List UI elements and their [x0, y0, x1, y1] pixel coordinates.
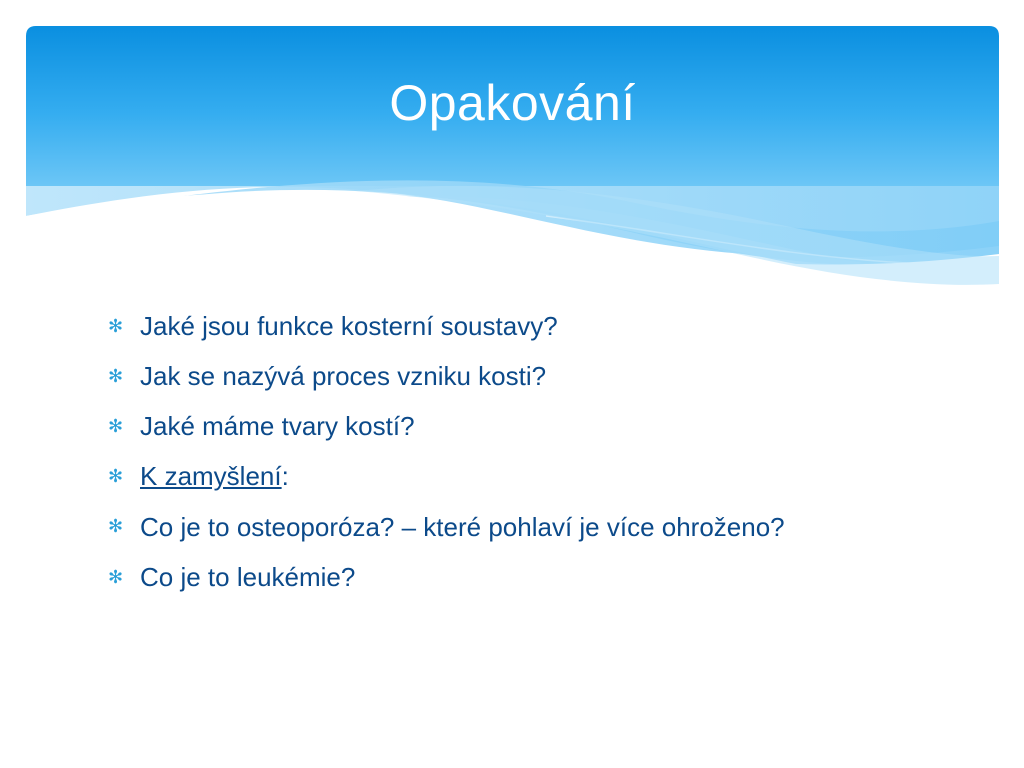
- list-item: [108, 308, 808, 345]
- list-item: [108, 458, 808, 495]
- bullet-text: Co je to leukémie?: [140, 562, 356, 592]
- asterisk-bullet-icon: ✻: [108, 416, 124, 436]
- list-item: [108, 358, 808, 395]
- asterisk-bullet-icon: ✻: [108, 567, 124, 587]
- list-item: [108, 559, 808, 596]
- bullet-suffix: :: [281, 461, 289, 491]
- bullet-text: Jak se nazývá proces vzniku kosti?: [140, 361, 547, 391]
- asterisk-bullet-icon: ✻: [108, 316, 124, 336]
- asterisk-bullet-icon: ✻: [108, 516, 124, 536]
- bullet-text: Co je to osteoporóza? – které pohlaví je více ohroženo?: [140, 512, 785, 542]
- slide-title: Opakování: [389, 75, 636, 131]
- list-item: [108, 408, 808, 445]
- asterisk-bullet-icon: ✻: [108, 466, 124, 486]
- asterisk-bullet-icon: ✻: [108, 366, 124, 386]
- bullet-text: Jaké máme tvary kostí?: [140, 411, 415, 441]
- list-item: [108, 508, 808, 546]
- bullet-text: Jaké jsou funkce kosterní soustavy?: [140, 311, 558, 341]
- header-wave-banner: [26, 26, 999, 296]
- bullet-list: [108, 308, 808, 609]
- k-zamysleni-link[interactable]: K zamyšlení: [140, 461, 282, 491]
